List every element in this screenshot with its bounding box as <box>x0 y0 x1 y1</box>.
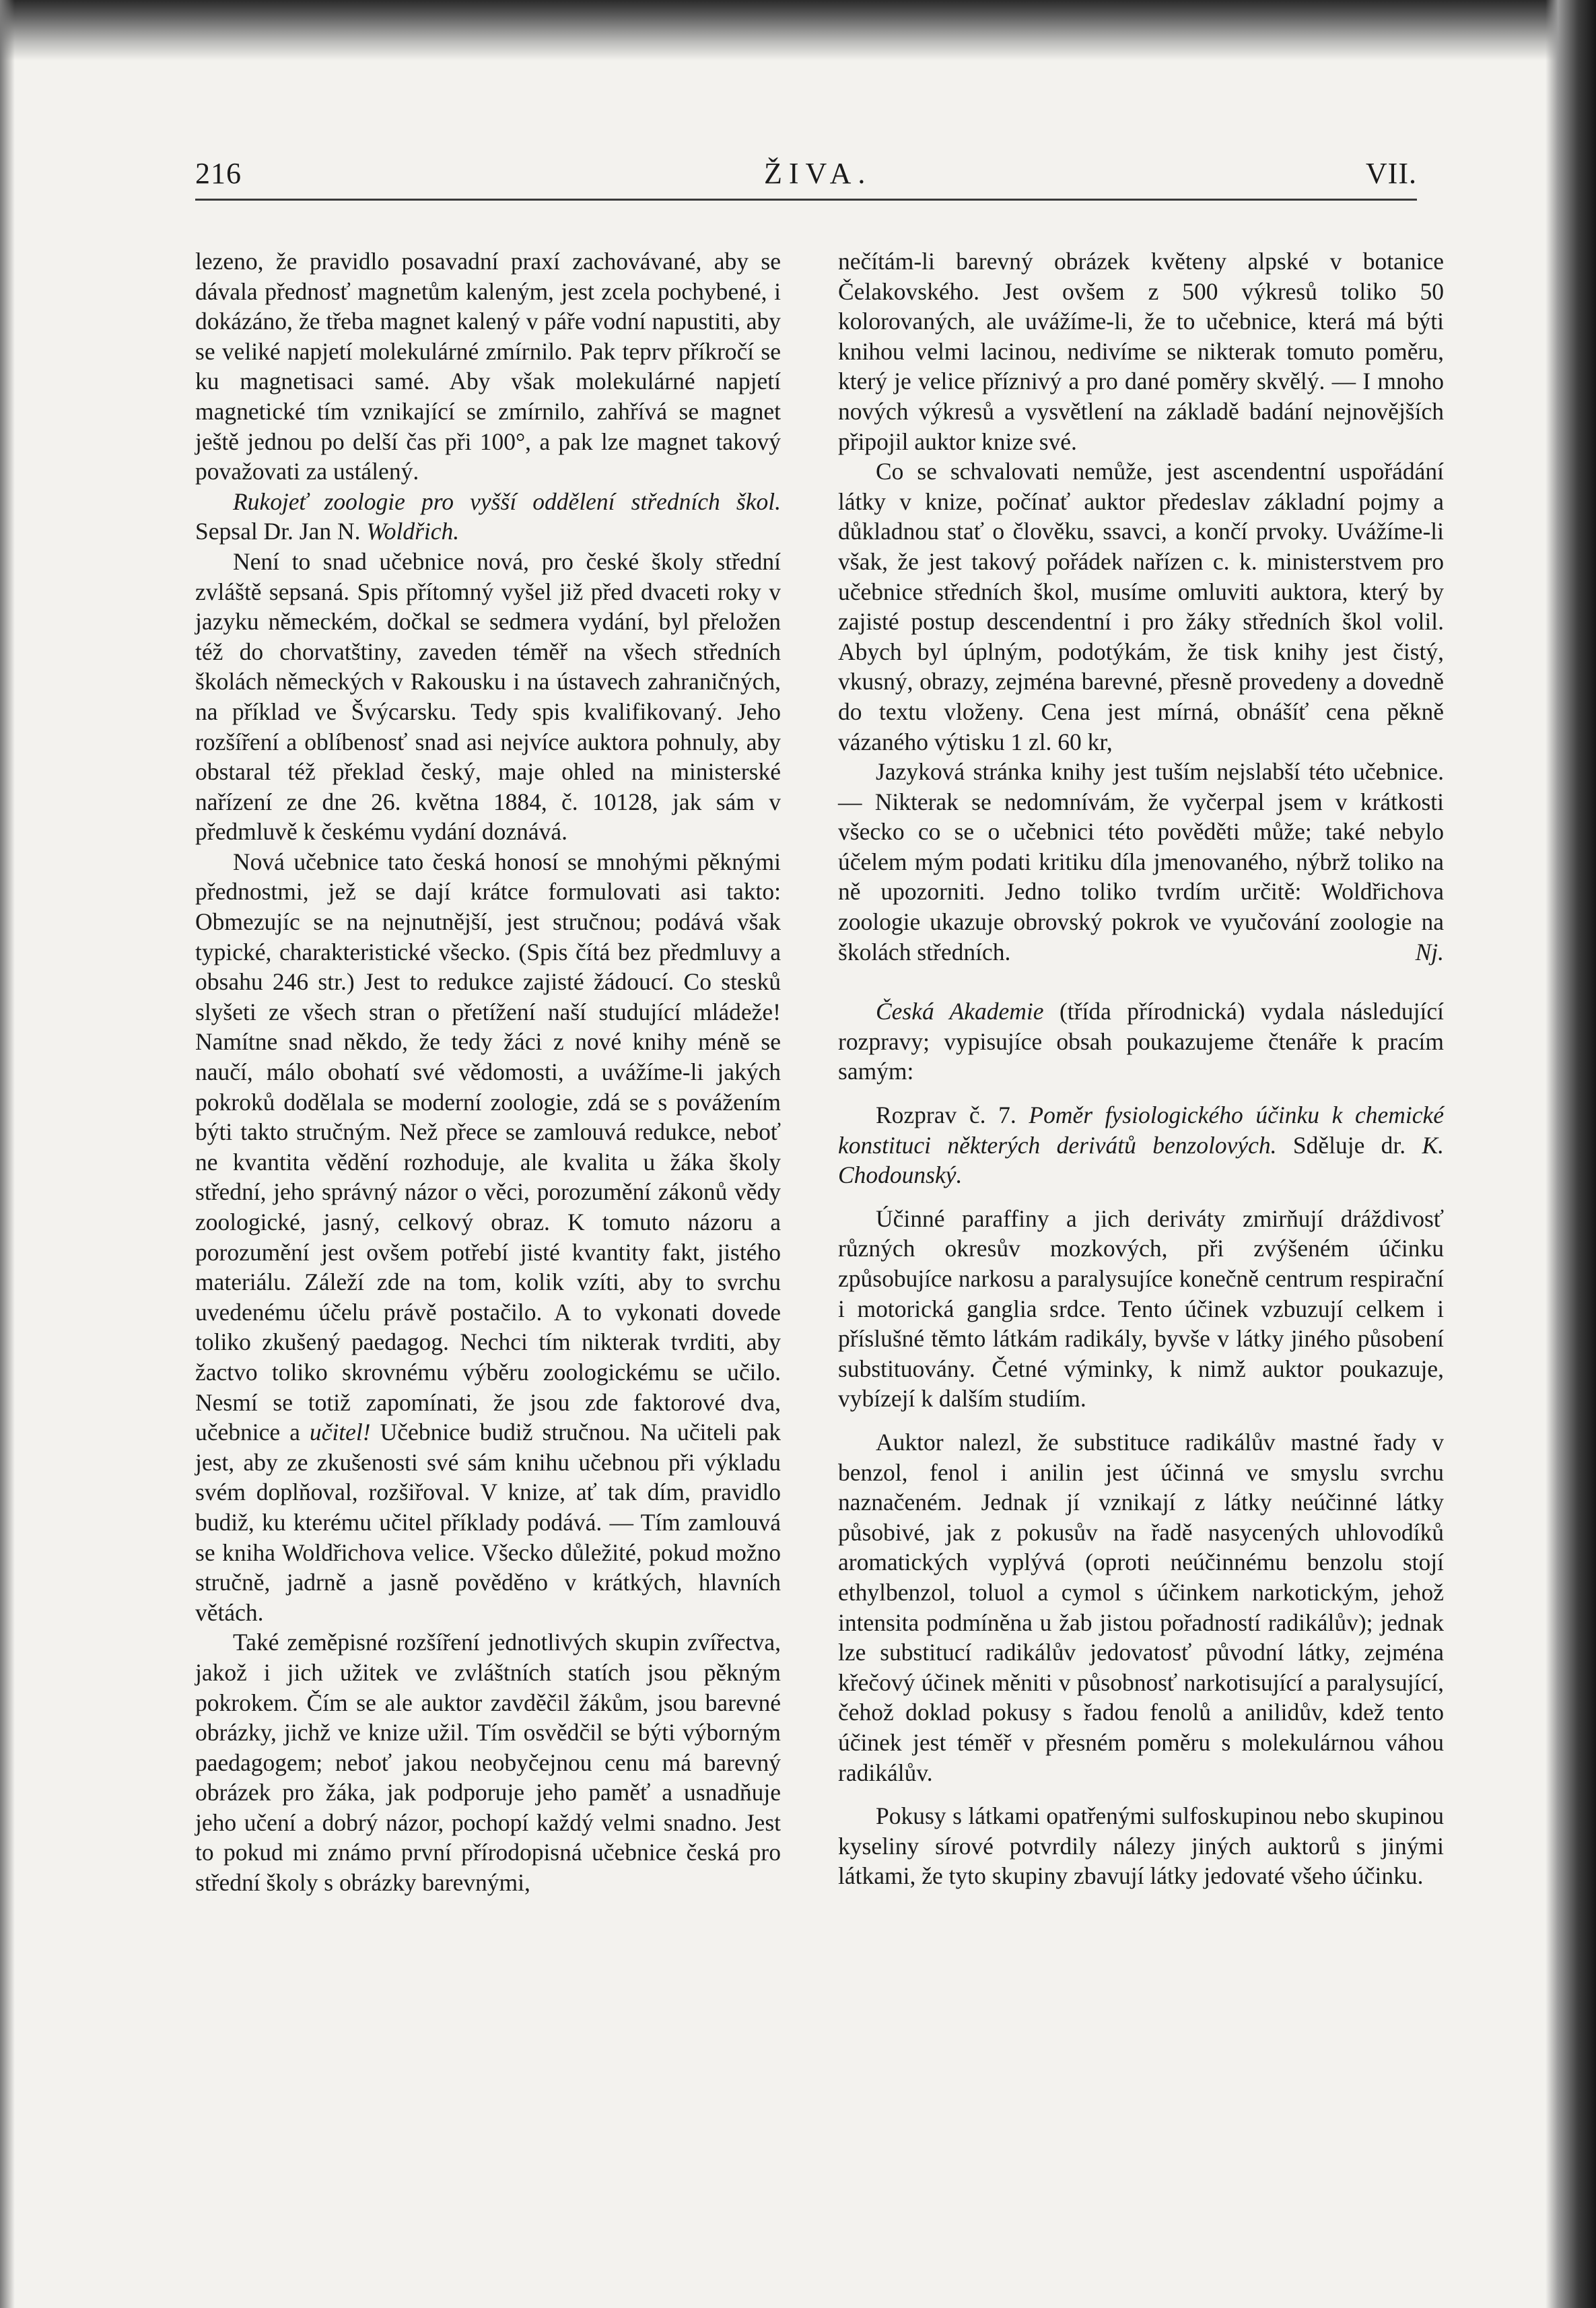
merits-text: Nová učebnice tato česká honosí se mnohými pěknými přednostmi, jež se dají krátce formulovati asi takto: Obmezujíc se na nejnutnější, jest stručnou; podává však typické, charakteristické všecko. (Spis čítá bez předmluvy a obsahu 246 str.) Jest to redukce zajisté žádoucí. Co stesků slyšeti ze všech stran o přetížení naší studující mládeže! Namítne snad někdo, že tedy žáci z nové knihy méně se naučí, málo obohatí své vědomosti, a uvážíme-li jakých pokroků dodělala se moderní zoologie, zdá se s povážením býti takto stručným. Než přece se zamlouvá redukce, neboť ne kvantita vědění rozhoduje, ale kvalita u žáka školy střední, jeho správný názor o věci, porozumění zákonů vědy zoologické, jasný, celkový obraz. K tomuto názoru a porozumění jest ovšem potřebí jisté kvantity fakt, jistého materiálu. Záleží zde na tom, kolik vzíti, aby to svrchu uvedenému účelu právě postačilo. A to vykonati dovede toliko zkušený paedagog. Nechci tím nikterak tvrditi, aby žactvo toliko skrovnému výběru zoologickému se učilo. Nesmí se totiž zapomínati, že jsou zde faktorové dva, učebnice a <box>195 848 781 1446</box>
volume-number: VII. <box>1365 157 1417 190</box>
paragraph-paraffins: Účinné paraffiny a jich deriváty zmirňují dráždivosť různých okresův mozkových, při zvýšeném účinku způsobujíce narkosu a paralysujíce konečně centrum respirační i motorická ganglia srdce. Tento účinek vzbuzují celkem i příslušné těmto látkám radikály, byvše v látky jiného působení substituovány. Četné výminky, k nimž auktor poukazuje, vybízejí k dalším studiím. <box>838 1204 1444 1413</box>
rozprava-entry <box>838 1100 1444 1190</box>
paragraph-review-merits <box>195 847 781 1627</box>
rozprava-author-prefix: Sděluje dr. <box>1292 1131 1406 1159</box>
running-header <box>195 156 1417 197</box>
page-number: 216 <box>195 157 242 190</box>
scan-shadow-top <box>0 0 1596 61</box>
left-column <box>195 246 781 1898</box>
journal-title: ŽIVA. <box>764 157 872 190</box>
paragraph-review-intro: Není to snad učebnice nová, pro české školy střední zvláště sepsaná. Spis přítomný vyšel již před dvaceti roky v jazyku německém, dočkal se sedmera vydání, byl přeložen též do chorvatštiny, zaveden téměř na všech středních školách německých v Rakousku i na ústavech zahraničných, na příklad ve Švýcarsku. Tedy spis kvalifikovaný. Jeho rozšíření a oblíbenosť snad asi nejvíce auktora pohnuly, aby obstaral též překlad český, maje ohled na ministerské nařízení ze dne 26. května 1884, č. 10128, jak sám v předmluvě k českému vydání doznává. <box>195 547 781 846</box>
merits-italic: učitel! <box>309 1419 371 1446</box>
paragraph-review-order: Co se schvalovati nemůže, jest ascendentní uspořádání látky v knize, počínať auktor předeslav základní pojmy a důkladnou stať o člověku, ssavci, a končí prvoky. Uvážíme-li však, že jest takový pořádek nařízen c. k. ministerstvem pro učebnice středních škol, musíme omluviti auktora, který by zajisté postup descendentní i pro žáky středních škol volil. Abych byl úplným, podotýkám, že tisk knihy jest čistý, vkusný, obrazy, zejména barevné, přesně provedeny a dovedně do textu vloženy. Cena jest mírná, obnášíť cena pěkně vázaného výtisku 1 zl. 60 kr, <box>838 458 1444 755</box>
academy-text: (třída přírodnická) vydala následující rozpravy; vypisujíce obsah poukazujeme čtenáře k pracím samým: <box>838 998 1445 1085</box>
rozprava-author: K. Chodounský. <box>838 1131 1445 1189</box>
header-rule <box>195 199 1417 201</box>
paragraph-review-continued: nečítám-li barevný obrázek květeny alpské v botanice Čelakovského. Jest ovšem z 500 výkresů toliko 50 kolorovaných, ale uvážíme-li, že to učebnice, která má býti knihou velmi lacinou, nedivíme se nikterak tomuto poměru, který je velice příznivý a pro dané poměry skvělý. — I mnoho nových výkresů a vysvětlení na základě badání nejnovějších připojil auktor knize své. <box>838 248 1444 455</box>
merits-text-end: Učebnice budiž stručnou. Na učiteli pak jest, aby ze zkušenosti své sám knihu učebnou při výkladu svém doplňoval, rozšiřoval. V knize, ať tak dím, pravidlo budiž, ku kterému učitel příklady podává. — Tím zamlouvá se kniha Woldřichova velice. Všecko důležité, pokud možno stručně, jadrně a jasně pověděno v krátkých, hlavních větách. <box>195 1419 781 1626</box>
paragraph-substitution: Auktor nalezl, že substituce radikálův mastné řady v benzol, fenol i anilin jest účinná ve smyslu svrchu naznačeném. Jednak jí vznikají z látky neúčinné látky působivé, jak z pokusův na řadě nasycených uhlovodíků aromatických vyplývá (oproti neúčinnému benzolu stojí ethylbenzol, toluol a cymol s účinkem narkotickým, jehož intensita podmíněna u žab jistou pořadností radikálův); jednak lze substitucí radikálův jedovatosť původní látky, zejména křečový účinek měniti v působnosť narkotisující a paralysující, čehož doklad pokusy s řadou fenolů a anilidův, kdež tento účinek jest téměř v přesném poměru s molekulárnou váhou radikálův. <box>838 1428 1444 1786</box>
book-author-name: Woldřich. <box>366 518 460 545</box>
book-title: Rukojeť zoologie pro vyšší oddělení středních škol. <box>233 487 781 515</box>
paragraph-magnet: lezeno, že pravidlo posavadní praxí zachovávané, aby se dávala přednosť magnetům kaleným, jest zcela pochybené, i dokázáno, že třeba magnet kalený v páře vodní napustiti, aby se veliké napjetí molekulárné zmírnilo. Pak teprv příkročí se ku magnetisaci samé. Aby však molekulárné napjetí magnetické tím vznikající se zmírnilo, zahřívá se magnet ještě jednou po delší čas při 100°, a pak lze magnet takový považovati za ustálený. <box>195 248 781 485</box>
academy-heading <box>838 996 1444 1087</box>
scan-shadow-right <box>1546 0 1596 2308</box>
academy-name: Česká Akademie <box>876 998 1044 1025</box>
rozprava-prefix: Rozprav č. 7. <box>876 1101 1016 1129</box>
rozprava-title: Poměr fysiologického účinku k chemické konstituci některých derivátů benzolových. <box>838 1101 1444 1159</box>
signature: Nj. <box>1415 938 1444 965</box>
scan-shadow-left <box>0 0 15 2308</box>
book-author-prefix: Sepsal Dr. Jan N. <box>195 518 361 545</box>
book-heading <box>195 487 781 547</box>
paragraph-sulfo: Pokusy s látkami opatřenými sulfoskupinou nebo skupinou kyseliny sírové potvrdily nálezy jiných auktorů s jinými látkami, že tyto skupiny zbavují látky jedovaté všeho účinku. <box>838 1802 1444 1890</box>
right-column <box>838 246 1444 1891</box>
paragraph-review-language: Jazyková stránka knihy jest tuším nejslabší této učebnice. — Nikterak se nedomnívám, že vyčerpal jsem v krátkosti všecko co se o učebnici této pověděti může; také nebylo účelem mým podati kritiku díla jmenovaného, nýbrž toliko na ně upozorniti. Jedno toliko tvrdím určitě: Woldřichova zoologie ukazuje obrovský pokrok ve vyučování zoologie na školách středních. <box>838 758 1444 965</box>
paragraph-review-images: Také zeměpisné rozšíření jednotlivých skupin zvířectva, jakož i jich užitek ve zvláštních statích jsou pěkným pokrokem. Čím se ale auktor zavděčil žákům, jsou barevné obrázky, jichž ve knize užil. Tím osvědčil se býti výborným paedagogem; neboť jakou neobyčejnou cenu má barevný obrázek pro žáka, jak podporuje jeho paměť a usnadňuje jeho učení a dobrý názor, pochopí každý velmi snadno. Jest to pokud mi známo první přírodopisná učebnice česká pro střední školy s obrázky barevnými, <box>195 1629 781 1897</box>
